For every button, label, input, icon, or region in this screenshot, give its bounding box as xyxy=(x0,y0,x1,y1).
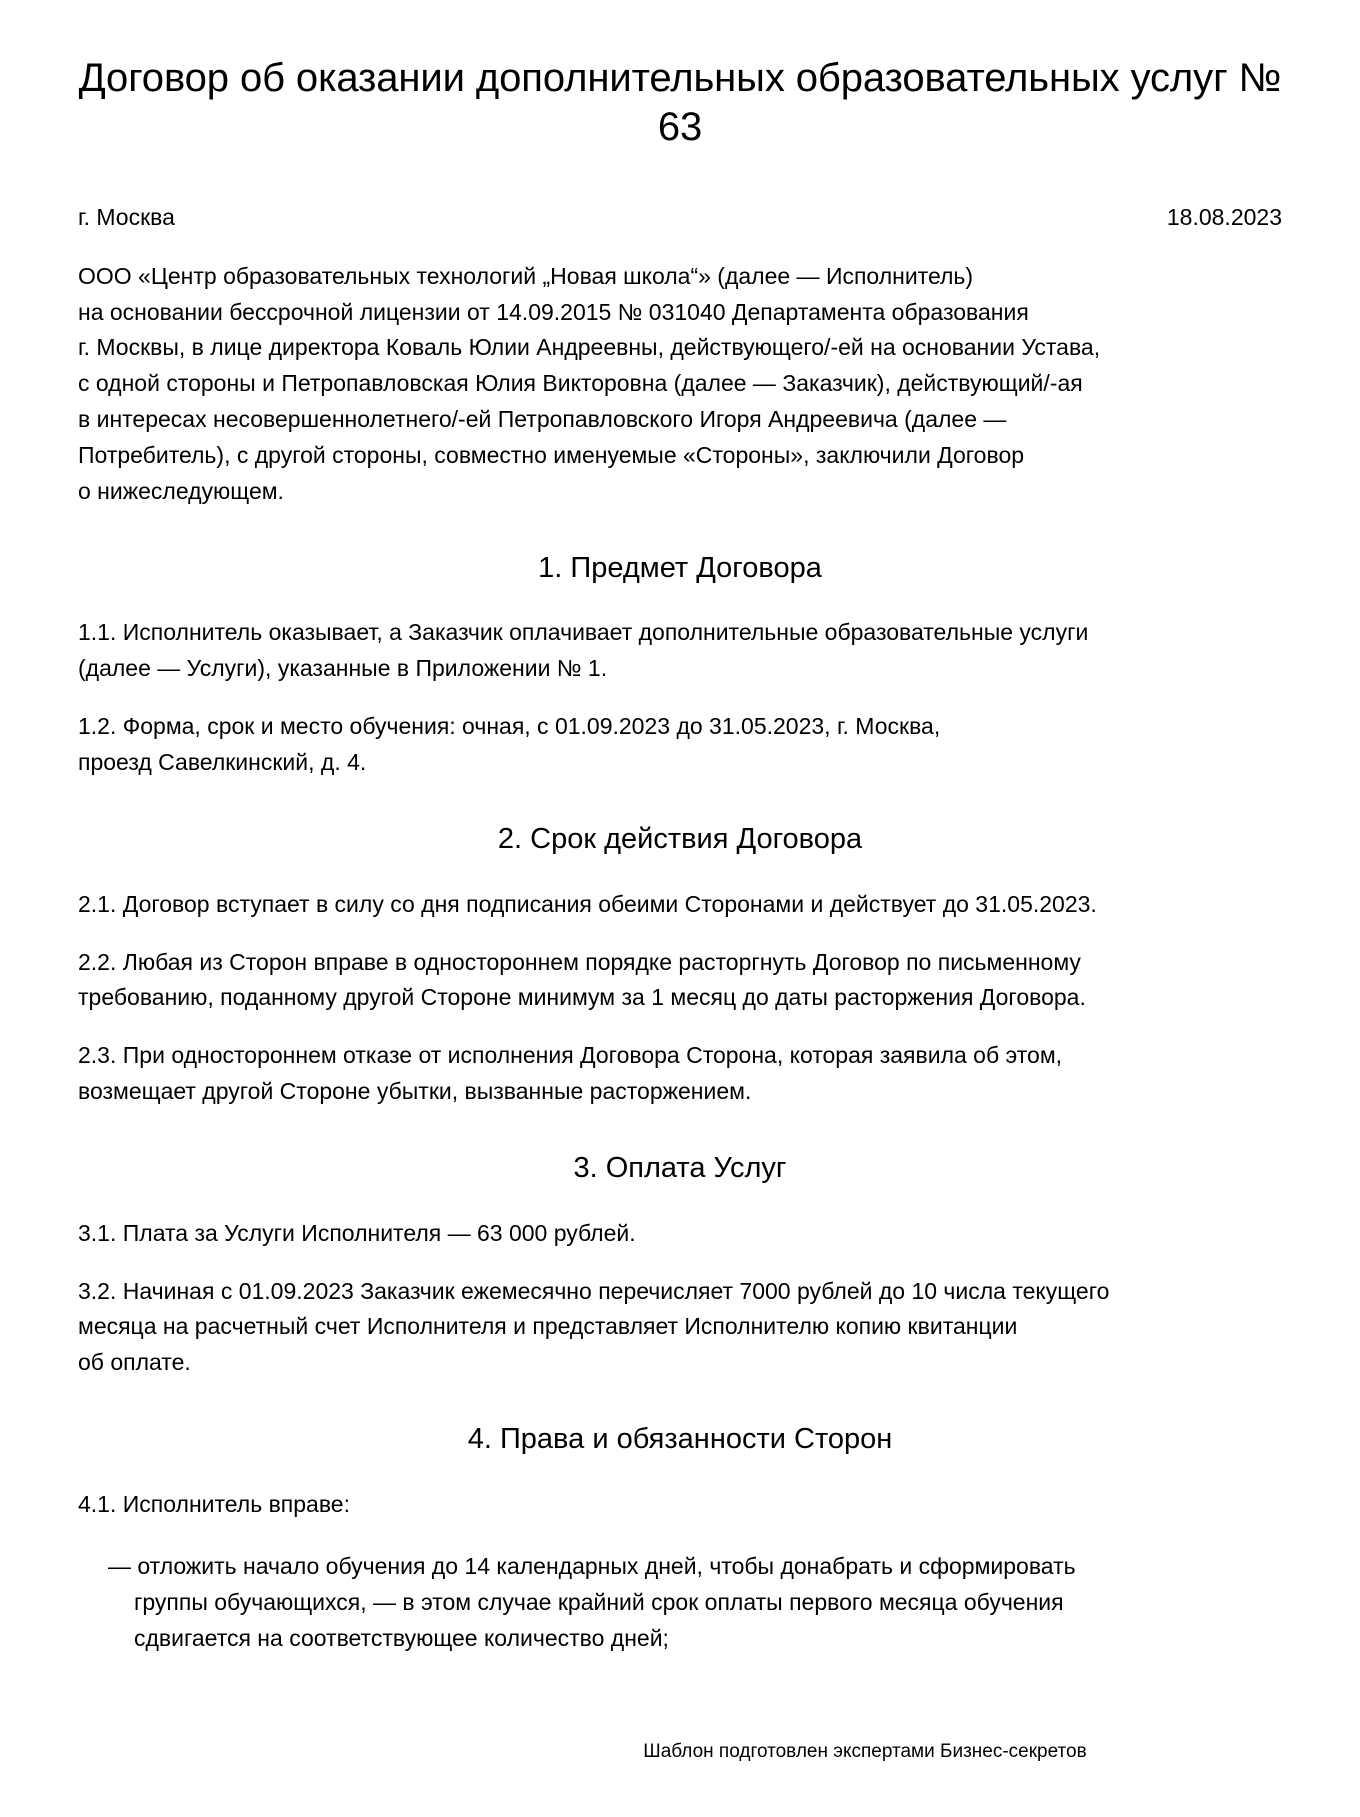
clause-line: 1.2. Форма, срок и место обучения: очная, с 01.09.2023 до 31.05.2023, г. Москва, xyxy=(78,713,941,740)
clause-line: проезд Савелкинский, д. 4. xyxy=(78,749,367,776)
section-heading-2: 2. Срок действия Договора xyxy=(497,822,863,855)
preamble-line: с одной стороны и Петропавловская Юлия Викторовна (далее — Заказчик), действующий/-ая xyxy=(78,370,1083,397)
preamble xyxy=(78,259,1282,510)
clause-line: об оплате. xyxy=(78,1349,191,1376)
clause-line: месяца на расчетный счет Исполнителя и представляет Исполнителю копию квитанции xyxy=(78,1313,1018,1340)
clause-1-1 xyxy=(78,615,1282,687)
footer-note xyxy=(0,1740,1360,1765)
preamble-line: на основании бессрочной лицензии от 14.09.2015 № 031040 Департамента образования xyxy=(78,298,1029,325)
bullet-line: — отложить начало обучения до 14 календарных дней, чтобы донабрать и сформировать xyxy=(108,1552,1076,1579)
section-heading-3: 3. Оплата Услуг xyxy=(573,1152,787,1185)
document-city: г. Москва xyxy=(78,203,175,230)
clause-2-3 xyxy=(78,1038,1282,1110)
page-title xyxy=(78,54,1282,152)
clause-2-1 xyxy=(78,887,1282,923)
bullet-line: сдвигается на соответствующее количество дней; xyxy=(134,1624,669,1651)
clause-line: (далее — Услуги), указанные в Приложении № 1. xyxy=(78,655,608,682)
clause-2-2 xyxy=(78,945,1282,1017)
clause-1-2 xyxy=(78,709,1282,781)
clause-3-2 xyxy=(78,1274,1282,1382)
section-heading-1: 1. Предмет Договора xyxy=(538,551,822,584)
preamble-line: ООО «Центр образовательных технологий „Новая школа“» (далее — Исполнитель) xyxy=(78,262,974,289)
clause-line: 3.2. Начиная с 01.09.2023 Заказчик ежемесячно перечисляет 7000 рублей до 10 числа текущего xyxy=(78,1277,1110,1304)
preamble-line: в интересах несовершеннолетнего/-ей Петропавловского Игоря Андреевича (далее — xyxy=(78,406,1007,433)
bullet-line: группы обучающихся, — в этом случае крайний срок оплаты первого месяца обучения xyxy=(134,1588,1064,1615)
document-meta xyxy=(78,202,1282,233)
clause-3-1 xyxy=(78,1216,1282,1252)
page-title-line-2: услуг № 63 xyxy=(657,56,1282,149)
section-heading-4: 4. Права и обязанности Сторон xyxy=(467,1423,893,1456)
clause-line: 3.1. Плата за Услуги Исполнителя — 63 000 рублей. xyxy=(78,1219,636,1246)
preamble-line: Потребитель), с другой стороны, совместно именуемые «Стороны», заключили Договор xyxy=(78,442,1025,469)
preamble-line: о нижеследующем. xyxy=(78,477,284,504)
clause-line: 4.1. Исполнитель вправе: xyxy=(78,1490,350,1517)
clause-line: возмещает другой Стороне убытки, вызванные расторжением. xyxy=(78,1078,752,1105)
clause-line: 2.3. При одностороннем отказе от исполнения Договора Сторона, которая заявила об этом, xyxy=(78,1042,1063,1069)
bullet-item xyxy=(78,1549,1282,1657)
clause-line: требованию, поданному другой Стороне минимум за 1 месяц до даты расторжения Договора. xyxy=(78,984,1086,1011)
footer-note-text: Шаблон подготовлен экспертами Бизнес-секретов xyxy=(643,1741,1087,1763)
clause-line: 2.2. Любая из Сторон вправе в одностороннем порядке расторгнуть Договор по письменному xyxy=(78,948,1081,975)
clause-line: 1.1. Исполнитель оказывает, а Заказчик оплачивает дополнительные образовательные услуги xyxy=(78,619,1089,646)
preamble-line: г. Москвы, в лице директора Коваль Юлии Андреевны, действующего/-ей на основании Устава, xyxy=(78,334,1101,361)
document-date: 18.08.2023 xyxy=(1166,203,1282,230)
page-title-line-1: Договор об оказании дополнительных образовательных xyxy=(78,56,1120,100)
clause-4-1 xyxy=(78,1487,1282,1523)
clause-line: 2.1. Договор вступает в силу со дня подписания обеими Сторонами и действует до 31.05.2023. xyxy=(78,890,1097,917)
